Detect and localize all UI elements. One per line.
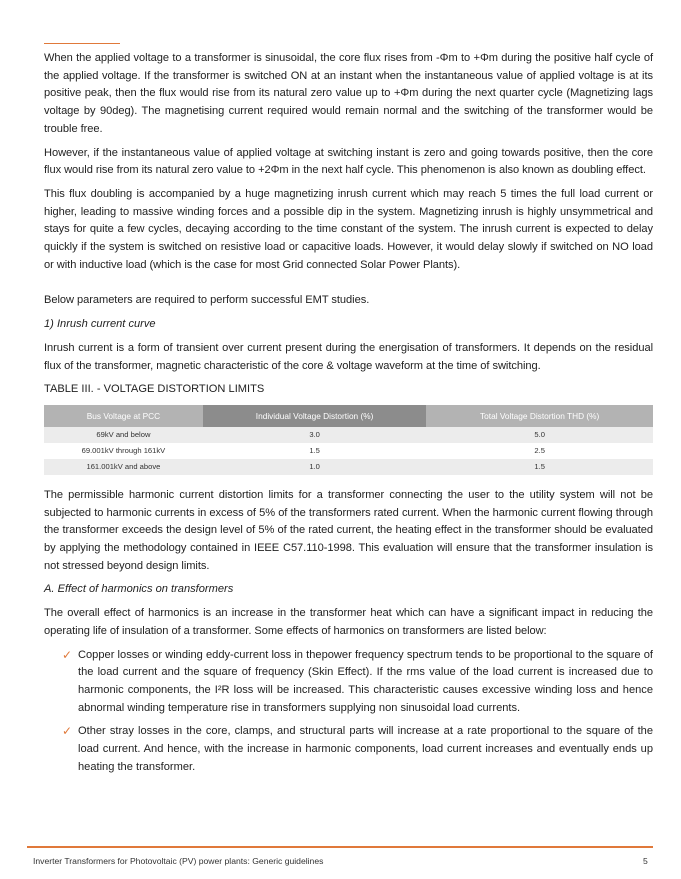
paragraph-core-flux: When the applied voltage to a transformer is sinusoidal, the core flux rises from -Φm to +Φm during the positive half cycle of the applied voltage. If the transformer is switched ON at an instant when the instantaneous value of applied voltage is at its positive peak, then the flux would rise from its natural zero value up to +Φm during the next quarter cycle (Magnetizing lags voltage by 90deg). The magnetising current required would remain normal and the switching of the transformer would be trouble free. xyxy=(44,52,653,135)
table-cell: 69.001kV through 161kV xyxy=(81,446,166,456)
table-cell: 2.5 xyxy=(534,446,545,456)
paragraph-inrush-definition: Inrush current is a form of transient over current present during the energisation of transformers. It depends on the residual flux of the transformer, magnetic characteristic of the core & voltage waveform at the time of switching. xyxy=(44,341,653,372)
list-item-text: Other stray losses in the core, clamps, and structural parts will increase at a rate proportional to the square of the load current. And hence, with the increase in harmonic components, load current increases and eventually ends up heating the transformer. xyxy=(78,725,653,773)
checkmark-icon: ✓ xyxy=(62,724,73,739)
table-row xyxy=(44,427,653,443)
page-content xyxy=(44,50,653,783)
table-cell: 69kV and below xyxy=(44,427,203,443)
paragraph-harmonics-overview: The overall effect of harmonics is an increase in the transformer heat which can have a significant impact in reducing the operating life of insulation of a transformer. Some effects of harmonics on transformers are listed below: xyxy=(44,607,653,637)
paragraph-emt-parameters: Below parameters are required to perform successful EMT studies. xyxy=(44,294,370,307)
spacer xyxy=(44,280,653,292)
table-cell: 5.0 xyxy=(426,427,653,443)
table-cell: 1.5 xyxy=(309,446,320,456)
table-header-total-distortion: Total Voltage Distortion THD (%) xyxy=(426,405,653,427)
paragraph-inrush-current: This flux doubling is accompanied by a huge magnetizing inrush current which may reach 5 times the full load current or higher, leading to massive winding forces and a possible dip in the system. Magnetizing inrush is highly unsymmetrical and stays for quite a few cycles, decaying according to the time constant of the system. The inrush current is expected to delay quickly if the system is switched on resistive load or capacitive loads. However, it would delay slowly if switched on NO load or with inductive load (which is the case for most Grid connected Solar Power Plants). xyxy=(44,187,653,271)
table-header-row xyxy=(44,405,653,427)
subheading-harmonics-effect: A. Effect of harmonics on transformers xyxy=(44,583,234,596)
footer-rule xyxy=(27,846,653,848)
table-cell: 1.5 xyxy=(426,459,653,475)
table-caption: TABLE III. - VOLTAGE DISTORTION LIMITS xyxy=(44,383,265,396)
table-cell: 1.0 xyxy=(203,459,426,475)
table-cell: 161.001kV and above xyxy=(44,459,203,475)
list-item xyxy=(44,723,653,776)
list-item-text: Copper losses or winding eddy-current loss in thepower frequency spectrum tends to be proportional to the square of the load current and the square of frequency (Skin Effect). If the rms value of the load current is increased due to harmonic components, the I²R loss will be increased. This characteristic causes excessive winding loss and hence abnormal winding temperature rise in transformers supplying non sinusoidal load currents. xyxy=(78,648,653,714)
top-accent-rule xyxy=(44,43,120,44)
voltage-distortion-table xyxy=(44,405,653,475)
table-header-individual-distortion: Individual Voltage Distortion (%) xyxy=(203,405,426,427)
footer-page-number: 5 xyxy=(643,856,648,866)
table-row xyxy=(44,443,653,459)
table-cell: 3.0 xyxy=(203,427,426,443)
table-row xyxy=(44,459,653,475)
table-header-bus-voltage: Bus Voltage at PCC xyxy=(44,405,203,427)
checkmark-icon: ✓ xyxy=(62,647,73,662)
harmonic-effects-list xyxy=(44,647,653,777)
footer-document-title: Inverter Transformers for Photovoltaic (PV) power plants: Generic guidelines xyxy=(33,856,324,866)
paragraph-doubling-effect: However, if the instantaneous value of applied voltage at switching instant is zero and going towards positive, then the core flux would rise from its natural zero value to +2Φm in the next half cycle. This phenomenon is also known as doubling effect. xyxy=(44,146,653,177)
subheading-inrush-curve: 1) Inrush current curve xyxy=(44,318,156,331)
paragraph-harmonic-limits: The permissible harmonic current distortion limits for a transformer connecting the user to the utility system will not be subjected to harmonic currents in excess of 5% of the transformers rated current. When the harmonic current flowing through the transformer exceeds the design level of 5% of the rated current, the heating effect in the transformer should be evaluated by applying the methodology contained in IEEE C57.110-1998. This evaluation will ensure that the transformer insulation is not stressed beyond design limits. xyxy=(44,488,653,572)
list-item xyxy=(44,647,653,718)
